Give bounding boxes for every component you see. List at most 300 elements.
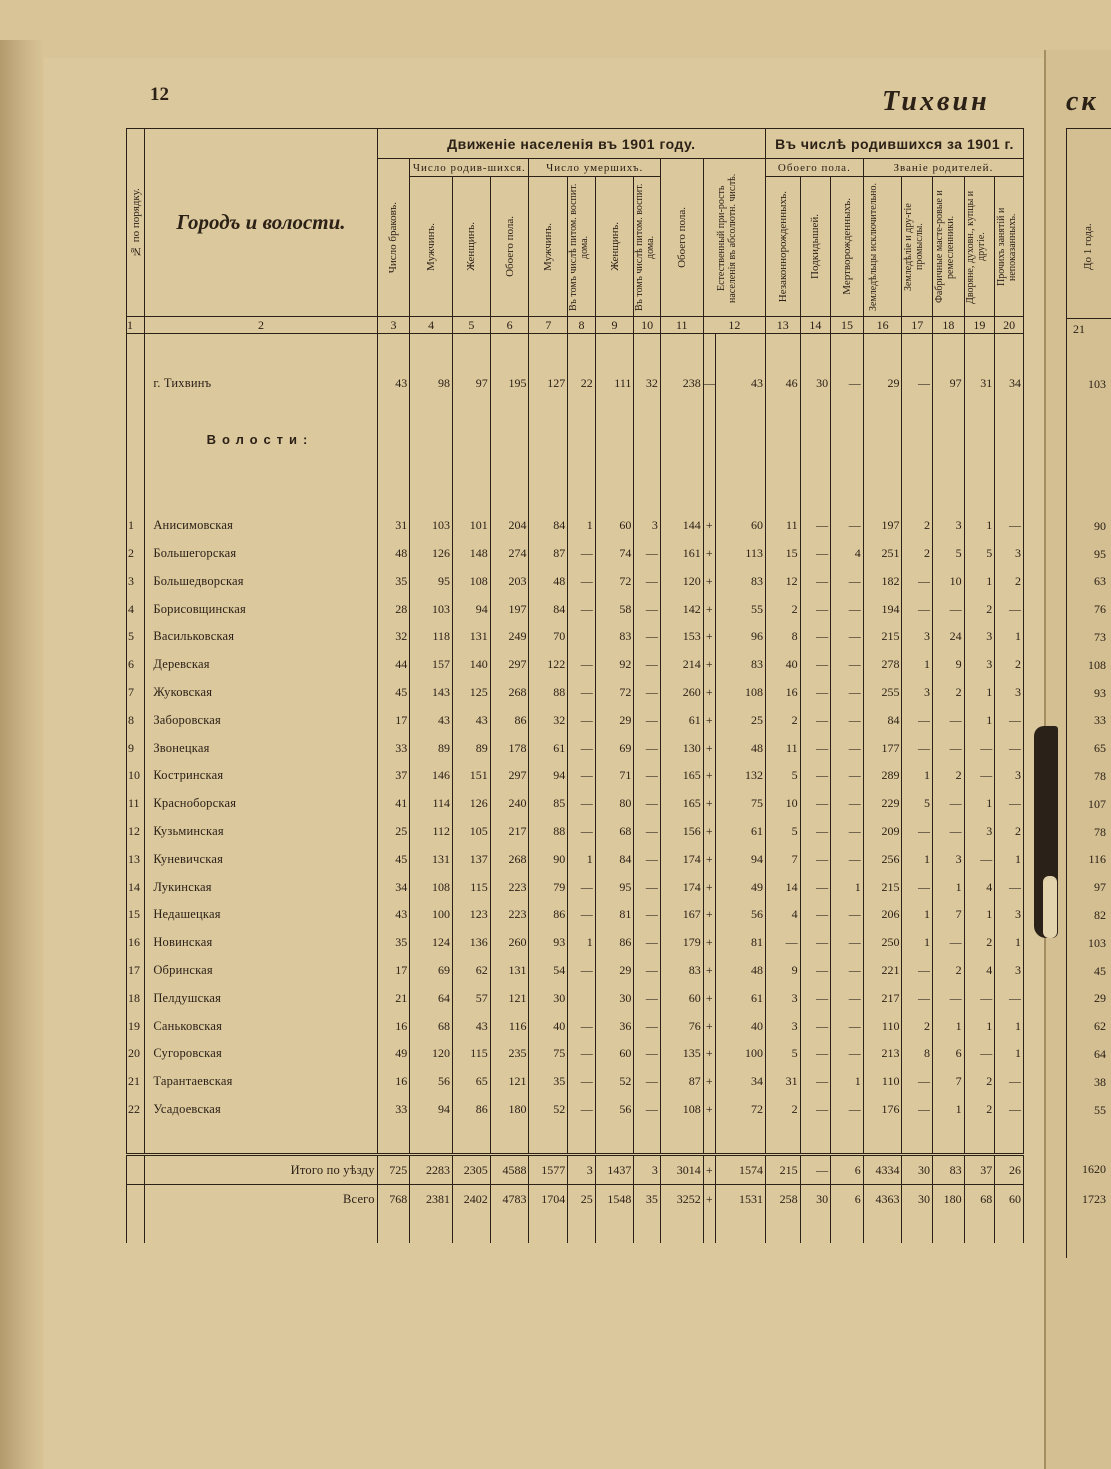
value-cell: 5	[964, 540, 995, 568]
row-number: 17	[127, 957, 145, 985]
empty-cell	[964, 464, 995, 512]
empty-cell	[490, 416, 529, 464]
value-cell: 768	[377, 1185, 410, 1213]
value-cell: 156	[660, 818, 703, 846]
row-number: 22	[127, 1096, 145, 1124]
empty-cell	[964, 334, 995, 353]
value-cell: 17	[377, 957, 410, 985]
value-cell: 1	[995, 1012, 1024, 1040]
value-cell: 179	[660, 929, 703, 957]
empty-cell	[490, 352, 529, 370]
col-header-14: Подкидышей.	[800, 177, 831, 317]
empty-cell	[831, 334, 864, 353]
value-cell: 3014	[660, 1155, 703, 1185]
value-cell: 256	[863, 845, 902, 873]
value-cell: 56	[410, 1068, 453, 1096]
value-cell: 274	[490, 540, 529, 568]
table-row	[127, 734, 1024, 762]
value-cell: 136	[453, 929, 491, 957]
value-cell: 89	[453, 734, 491, 762]
sign-cell: +	[703, 679, 715, 707]
value-cell: —	[800, 679, 831, 707]
value-cell: —	[800, 734, 831, 762]
next-page-value: 45	[1094, 963, 1106, 978]
value-cell: 1	[902, 901, 933, 929]
next-page-value: 93	[1094, 685, 1106, 700]
value-cell: 137	[453, 845, 491, 873]
row-number	[127, 416, 145, 464]
value-cell: —	[902, 957, 933, 985]
value-cell: 40	[765, 651, 800, 679]
value-cell: 75	[715, 790, 765, 818]
row-name: Пелдушская	[145, 984, 377, 1012]
value-cell: 7	[765, 845, 800, 873]
empty-cell	[800, 464, 831, 512]
value-cell: 2	[995, 567, 1024, 595]
empty-cell	[145, 1123, 377, 1155]
empty-cell	[902, 1213, 933, 1243]
value-cell: 157	[410, 651, 453, 679]
value-cell: 88	[529, 679, 568, 707]
empty-cell	[863, 334, 902, 353]
value-cell: 69	[410, 957, 453, 985]
value-cell: —	[964, 734, 995, 762]
value-cell: 126	[453, 790, 491, 818]
value-cell: 4588	[490, 1155, 529, 1185]
value-cell: 215	[863, 873, 902, 901]
empty-cell	[127, 398, 145, 416]
value-cell: 35	[529, 1068, 568, 1096]
table-row	[127, 706, 1024, 734]
value-cell: 4	[964, 957, 995, 985]
row-number: 10	[127, 762, 145, 790]
value-cell: 54	[529, 957, 568, 985]
empty-cell	[863, 1123, 902, 1155]
value-cell: 260	[490, 929, 529, 957]
value-cell: 40	[715, 1012, 765, 1040]
sign-cell: +	[703, 623, 715, 651]
row-number: 7	[127, 679, 145, 707]
empty-cell	[377, 1123, 410, 1155]
row-name: Большедворская	[145, 567, 377, 595]
value-cell: 68	[964, 1185, 995, 1213]
value-cell: 3	[964, 651, 995, 679]
value-cell: —	[568, 540, 596, 568]
value-cell: —	[964, 1040, 995, 1068]
value-cell: —	[568, 873, 596, 901]
value-cell: 3	[964, 818, 995, 846]
empty-cell	[453, 352, 491, 370]
value-cell: 5	[765, 818, 800, 846]
next-page-value: 33	[1094, 713, 1106, 728]
row-number: 21	[127, 1068, 145, 1096]
empty-cell	[800, 416, 831, 464]
value-cell: —	[634, 762, 660, 790]
empty-cell	[902, 1123, 933, 1155]
row-number: 4	[127, 595, 145, 623]
value-cell: 71	[595, 762, 634, 790]
empty-cell	[765, 464, 800, 512]
value-cell: 6	[933, 1040, 965, 1068]
value-cell: 43	[410, 706, 453, 734]
value-cell: 2	[933, 679, 965, 707]
value-cell: —	[995, 1096, 1024, 1124]
value-cell: 85	[529, 790, 568, 818]
value-cell: 2	[765, 1096, 800, 1124]
col-number: 12	[703, 317, 765, 334]
spacer-row	[127, 464, 1024, 512]
sign-cell: +	[703, 818, 715, 846]
value-cell: 103	[410, 595, 453, 623]
value-cell: 116	[490, 1012, 529, 1040]
empty-cell	[529, 352, 568, 370]
value-cell: —	[800, 1040, 831, 1068]
value-cell: 221	[863, 957, 902, 985]
sign-cell: +	[703, 762, 715, 790]
empty-cell	[145, 464, 377, 512]
table-row	[127, 540, 1024, 568]
value-cell: 25	[715, 706, 765, 734]
value-cell: —	[800, 818, 831, 846]
sign-cell: +	[703, 929, 715, 957]
value-cell	[568, 984, 596, 1012]
empty-cell	[863, 416, 902, 464]
col-header-city: Городъ и волости.	[145, 129, 377, 317]
section-title: Волости:	[145, 416, 377, 464]
value-cell: 33	[377, 1096, 410, 1124]
empty-cell	[595, 352, 634, 370]
value-cell: 2	[933, 957, 965, 985]
empty-cell	[703, 334, 715, 353]
col-header-21: До 1 года.	[1082, 223, 1094, 271]
value-cell: 80	[595, 790, 634, 818]
table-row	[127, 1012, 1024, 1040]
value-cell: 115	[453, 1040, 491, 1068]
value-cell: 3	[634, 1155, 660, 1185]
value-cell: 28	[377, 595, 410, 623]
value-cell: 56	[715, 901, 765, 929]
value-cell: 49	[715, 873, 765, 901]
col-header-20: Прочихъ занятій и непоказанныхъ.	[995, 177, 1024, 317]
empty-cell	[995, 1213, 1024, 1243]
value-cell: 43	[377, 901, 410, 929]
value-cell: 182	[863, 567, 902, 595]
value-cell: 4783	[490, 1185, 529, 1213]
empty-cell	[634, 398, 660, 416]
col-number: 13	[765, 317, 800, 334]
value-cell: 1	[568, 512, 596, 540]
table-row	[127, 818, 1024, 846]
empty-cell	[634, 334, 660, 353]
value-cell: 17	[377, 706, 410, 734]
empty-cell	[145, 398, 377, 416]
row-number: 15	[127, 901, 145, 929]
empty-cell	[595, 1123, 634, 1155]
next-page-value: 73	[1094, 629, 1106, 644]
value-cell: 69	[595, 734, 634, 762]
value-cell: 35	[377, 929, 410, 957]
value-cell: 112	[410, 818, 453, 846]
value-cell: 24	[933, 623, 965, 651]
value-cell: 83	[715, 651, 765, 679]
row-name: Кузьминская	[145, 818, 377, 846]
deaths-group-header: Число умершихъ.	[529, 159, 660, 177]
value-cell: 100	[715, 1040, 765, 1068]
value-cell: —	[634, 957, 660, 985]
value-cell: 44	[377, 651, 410, 679]
sign-cell: +	[703, 595, 715, 623]
empty-cell	[765, 1123, 800, 1155]
empty-cell	[377, 464, 410, 512]
next-page-table-top	[1066, 128, 1111, 129]
value-cell: —	[964, 984, 995, 1012]
empty-cell	[529, 464, 568, 512]
row-name: г. Тихвинъ	[145, 370, 377, 398]
value-cell: 131	[410, 845, 453, 873]
value-cell: —	[634, 1068, 660, 1096]
col-header-10: Въ томъ числѣ питом. воспит. дома.	[634, 177, 660, 317]
value-cell: 126	[410, 540, 453, 568]
row-number: 13	[127, 845, 145, 873]
value-cell: 72	[595, 679, 634, 707]
value-cell: —	[831, 984, 864, 1012]
value-cell: 22	[568, 370, 596, 398]
value-cell: 197	[863, 512, 902, 540]
value-cell: 32	[529, 706, 568, 734]
value-cell: 2	[995, 651, 1024, 679]
empty-cell	[377, 352, 410, 370]
value-cell: 1	[568, 845, 596, 873]
value-cell: 75	[529, 1040, 568, 1068]
sign-cell: +	[703, 1155, 715, 1185]
value-cell: —	[831, 818, 864, 846]
value-cell: —	[800, 1068, 831, 1096]
value-cell: 31	[765, 1068, 800, 1096]
value-cell: 235	[490, 1040, 529, 1068]
empty-cell	[595, 416, 634, 464]
sign-cell: +	[703, 790, 715, 818]
value-cell: 3	[964, 623, 995, 651]
value-cell: —	[933, 706, 965, 734]
empty-cell	[595, 334, 634, 353]
empty-cell	[490, 1123, 529, 1155]
value-cell: 68	[410, 1012, 453, 1040]
empty-cell	[703, 464, 715, 512]
value-cell: —	[831, 845, 864, 873]
value-cell: —	[995, 1068, 1024, 1096]
value-cell: 61	[715, 984, 765, 1012]
row-number: 11	[127, 790, 145, 818]
empty-cell	[765, 1213, 800, 1243]
empty-cell	[703, 416, 715, 464]
value-cell: 96	[715, 623, 765, 651]
value-cell: 56	[595, 1096, 634, 1124]
empty-cell	[490, 464, 529, 512]
value-cell: 9	[933, 651, 965, 679]
value-cell: 131	[490, 957, 529, 985]
value-cell: —	[933, 929, 965, 957]
value-cell: 92	[595, 651, 634, 679]
value-cell: 1	[933, 1096, 965, 1124]
value-cell: 2283	[410, 1155, 453, 1185]
value-cell: 8	[765, 623, 800, 651]
value-cell: 60	[660, 984, 703, 1012]
value-cell: 1	[831, 873, 864, 901]
value-cell: 68	[595, 818, 634, 846]
value-cell: 83	[595, 623, 634, 651]
value-cell: 4334	[863, 1155, 902, 1185]
empty-cell	[831, 1123, 864, 1155]
value-cell: 48	[377, 540, 410, 568]
value-cell: —	[800, 540, 831, 568]
value-cell: 2	[964, 929, 995, 957]
value-cell: 110	[863, 1068, 902, 1096]
table-row	[127, 957, 1024, 985]
col-number: 2	[145, 317, 377, 334]
empty-cell	[377, 334, 410, 353]
value-cell: 55	[715, 595, 765, 623]
value-cell: 3	[995, 957, 1024, 985]
value-cell: 2	[964, 1096, 995, 1124]
value-cell: 30	[529, 984, 568, 1012]
value-cell: 14	[765, 873, 800, 901]
value-cell: 60	[995, 1185, 1024, 1213]
empty-cell	[660, 1123, 703, 1155]
value-cell: 153	[660, 623, 703, 651]
value-cell: —	[831, 567, 864, 595]
empty-cell	[634, 464, 660, 512]
sign-cell: +	[703, 984, 715, 1012]
empty-cell	[453, 398, 491, 416]
value-cell: 174	[660, 845, 703, 873]
value-cell: 1	[995, 623, 1024, 651]
value-cell: 76	[660, 1012, 703, 1040]
row-name: Куневичская	[145, 845, 377, 873]
value-cell: 105	[453, 818, 491, 846]
empty-cell	[568, 334, 596, 353]
empty-cell	[568, 398, 596, 416]
value-cell: —	[634, 984, 660, 1012]
empty-cell	[660, 416, 703, 464]
sign-cell: +	[703, 1185, 715, 1213]
value-cell: 4	[765, 901, 800, 929]
value-cell: 10	[933, 567, 965, 595]
table-row	[127, 845, 1024, 873]
sign-cell: +	[703, 651, 715, 679]
previous-pages-edge	[0, 40, 44, 1469]
value-cell: 121	[490, 984, 529, 1012]
empty-cell	[964, 352, 995, 370]
statistics-table	[126, 128, 1024, 1243]
value-cell: —	[634, 818, 660, 846]
sign-cell: +	[703, 873, 715, 901]
empty-cell	[800, 398, 831, 416]
empty-cell	[568, 1213, 596, 1243]
value-cell: 268	[490, 845, 529, 873]
value-cell: —	[800, 873, 831, 901]
empty-cell	[568, 1123, 596, 1155]
value-cell: 2381	[410, 1185, 453, 1213]
value-cell: 84	[595, 845, 634, 873]
value-cell: —	[634, 1012, 660, 1040]
col-number: 7	[529, 317, 568, 334]
value-cell: 100	[410, 901, 453, 929]
value-cell: 84	[529, 512, 568, 540]
value-cell: 1	[902, 845, 933, 873]
col-number: 17	[902, 317, 933, 334]
value-cell: 4	[964, 873, 995, 901]
value-cell: —	[831, 595, 864, 623]
empty-cell	[902, 416, 933, 464]
row-number	[127, 1155, 145, 1185]
empty-cell	[568, 464, 596, 512]
value-cell: 29	[595, 706, 634, 734]
value-cell: 725	[377, 1155, 410, 1185]
value-cell: 5	[765, 1040, 800, 1068]
value-cell: —	[831, 762, 864, 790]
value-cell: 223	[490, 901, 529, 929]
row-name: Заборовская	[145, 706, 377, 734]
value-cell: 16	[377, 1012, 410, 1040]
value-cell: 86	[595, 929, 634, 957]
value-cell: 240	[490, 790, 529, 818]
value-cell: 127	[529, 370, 568, 398]
value-cell: 120	[660, 567, 703, 595]
births-group-header: Число родив-шихся.	[410, 159, 529, 177]
value-cell: 64	[410, 984, 453, 1012]
empty-cell	[765, 398, 800, 416]
value-cell: 45	[377, 679, 410, 707]
empty-cell	[933, 416, 965, 464]
value-cell: 16	[765, 679, 800, 707]
value-cell: 278	[863, 651, 902, 679]
value-cell: —	[568, 762, 596, 790]
value-cell: —	[634, 873, 660, 901]
value-cell: —	[634, 734, 660, 762]
value-cell: 87	[529, 540, 568, 568]
empty-cell	[831, 398, 864, 416]
sign-cell: +	[703, 1012, 715, 1040]
page-number: 12	[150, 84, 169, 105]
next-page-value: 65	[1094, 741, 1106, 756]
value-cell: 1	[964, 706, 995, 734]
total-row	[127, 1155, 1024, 1185]
next-page-value: 103	[1088, 935, 1106, 950]
torn-paper-flap	[1043, 876, 1057, 938]
empty-cell	[715, 416, 765, 464]
value-cell: 49	[377, 1040, 410, 1068]
value-cell: 101	[453, 512, 491, 540]
value-cell: —	[634, 540, 660, 568]
value-cell: 122	[529, 651, 568, 679]
table-row	[127, 1068, 1024, 1096]
empty-cell	[964, 1123, 995, 1155]
empty-cell	[964, 1213, 995, 1243]
value-cell: —	[568, 1068, 596, 1096]
empty-cell	[660, 352, 703, 370]
value-cell: 16	[377, 1068, 410, 1096]
col-number: 20	[995, 317, 1024, 334]
value-cell: 3	[902, 679, 933, 707]
value-cell: 41	[377, 790, 410, 818]
empty-cell	[660, 334, 703, 353]
value-cell: 34	[377, 873, 410, 901]
row-name: Лукинская	[145, 873, 377, 901]
row-name: Новинская	[145, 929, 377, 957]
value-cell: —	[800, 901, 831, 929]
value-cell: 1548	[595, 1185, 634, 1213]
value-cell: 1	[964, 567, 995, 595]
